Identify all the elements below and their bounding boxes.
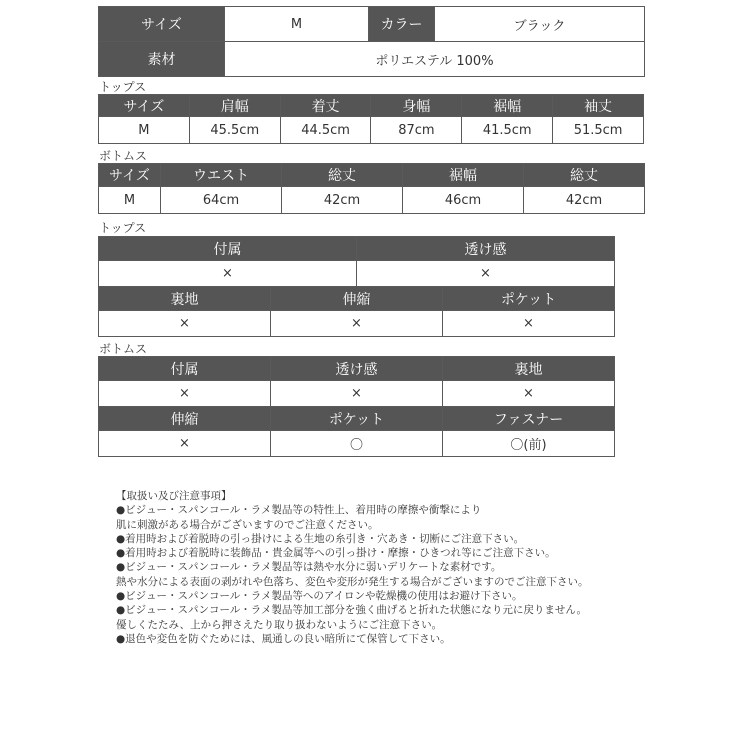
bottoms-detail-value: 〇 [271,431,443,457]
tops-detail-table-1 [98,236,615,287]
care-note-line: 熱や水分による表面の剥がれや色落ち、変色や変形が発生する場合がございますのでご注意下さい。 [116,575,589,588]
material-label: 素材 [99,42,225,77]
tops-detail-value: × [357,261,615,287]
tops-size-value: 51.5cm [553,117,644,144]
tops-detail-header: 透け感 [357,237,615,261]
care-note-line: 優しくたたみ、上から押さえたり取り扱わないようにご注意下さい。 [116,618,443,631]
bottoms-detail-value: × [99,431,271,457]
bottoms-size-header: 裾幅 [403,164,524,187]
care-note-line: ●着用時および着脱時に装飾品・貴金属等への引っ掛け・摩擦・ひきつれ等にご注意下さい。 [116,547,556,560]
material-value: ポリエステル 100% [225,42,645,77]
tops-detail-value: × [99,311,271,337]
care-note-line: 肌に刺激がある場合がございますのでご注意ください。 [116,518,379,531]
care-note-line: ●着用時および着脱時の引っ掛けによる生地の糸引き・穴あき・切断にご注意下さい。 [116,532,525,545]
care-note-line: ●ビジュー・スパンコール・ラメ製品等の特性上、着用時の摩擦や衝撃により [116,504,482,517]
tops-size-header: 身幅 [371,95,462,117]
bottoms-size-value: M [99,187,161,214]
bottoms-size-header: 総丈 [524,164,645,187]
bottoms-size-header: 総丈 [282,164,403,187]
bottoms-detail-value: × [443,381,615,407]
bottoms-size-table [98,163,645,214]
size-label: サイズ [99,7,225,42]
tops-size-value: 41.5cm [462,117,553,144]
tops-size-value: 45.5cm [189,117,280,144]
care-note-line: 【取扱い及び注意事項】 [116,490,232,502]
care-note-line: ●退色や変色を防ぐためには、風通しの良い暗所にて保管して下さい。 [116,632,451,645]
bottoms-detail-header: 裏地 [443,357,615,381]
tops-detail-table-2 [98,286,615,337]
care-note-line: ●ビジュー・スパンコール・ラメ製品等は熱や水分に弱いデリケートな素材です。 [116,561,502,574]
tops-size-value: M [99,117,190,144]
care-note-line: ●ビジュー・スパンコール・ラメ製品等加工部分を強く曲げると折れた状態になり元に戻りません。 [116,604,588,617]
bottoms-size-section-label: ボトムス [99,149,148,163]
tops-detail-section-label: トップス [99,221,147,235]
bottoms-detail-header: ポケット [271,407,443,431]
tops-detail-header: 付属 [99,237,357,261]
bottoms-detail-value: 〇(前) [443,431,615,457]
bottoms-size-value: 64cm [161,187,282,214]
bottoms-detail-header: ファスナー [443,407,615,431]
tops-size-table [98,94,644,144]
tops-detail-value: × [271,311,443,337]
tops-size-value: 44.5cm [280,117,371,144]
bottoms-size-header: ウエスト [161,164,282,187]
tops-size-header: 袖丈 [553,95,644,117]
tops-size-header: 裾幅 [462,95,553,117]
basic-info-table [98,6,645,77]
tops-size-header: サイズ [99,95,190,117]
tops-size-header: 肩幅 [189,95,280,117]
care-note-line: ●ビジュー・スパンコール・ラメ製品等へのアイロンや乾燥機の使用はお避け下さい。 [116,590,523,603]
tops-detail-value: × [99,261,357,287]
color-value: ブラック [435,7,645,42]
tops-detail-value: × [443,311,615,337]
bottoms-size-value: 42cm [524,187,645,214]
tops-size-value: 87cm [371,117,462,144]
tops-detail-header: ポケット [443,287,615,311]
bottoms-size-value: 46cm [403,187,524,214]
care-notes [116,489,716,646]
bottoms-detail-section-label: ボトムス [99,342,148,356]
tops-size-section-label: トップス [99,80,147,94]
color-label: カラー [369,7,435,42]
tops-size-header: 着丈 [280,95,371,117]
bottoms-detail-header: 透け感 [271,357,443,381]
tops-detail-header: 伸縮 [271,287,443,311]
size-value: M [225,7,369,42]
bottoms-size-header: サイズ [99,164,161,187]
bottoms-detail-value: × [271,381,443,407]
bottoms-detail-header: 伸縮 [99,407,271,431]
bottoms-detail-header: 付属 [99,357,271,381]
bottoms-size-value: 42cm [282,187,403,214]
bottoms-detail-table [98,356,615,457]
tops-detail-header: 裏地 [99,287,271,311]
bottoms-detail-value: × [99,381,271,407]
